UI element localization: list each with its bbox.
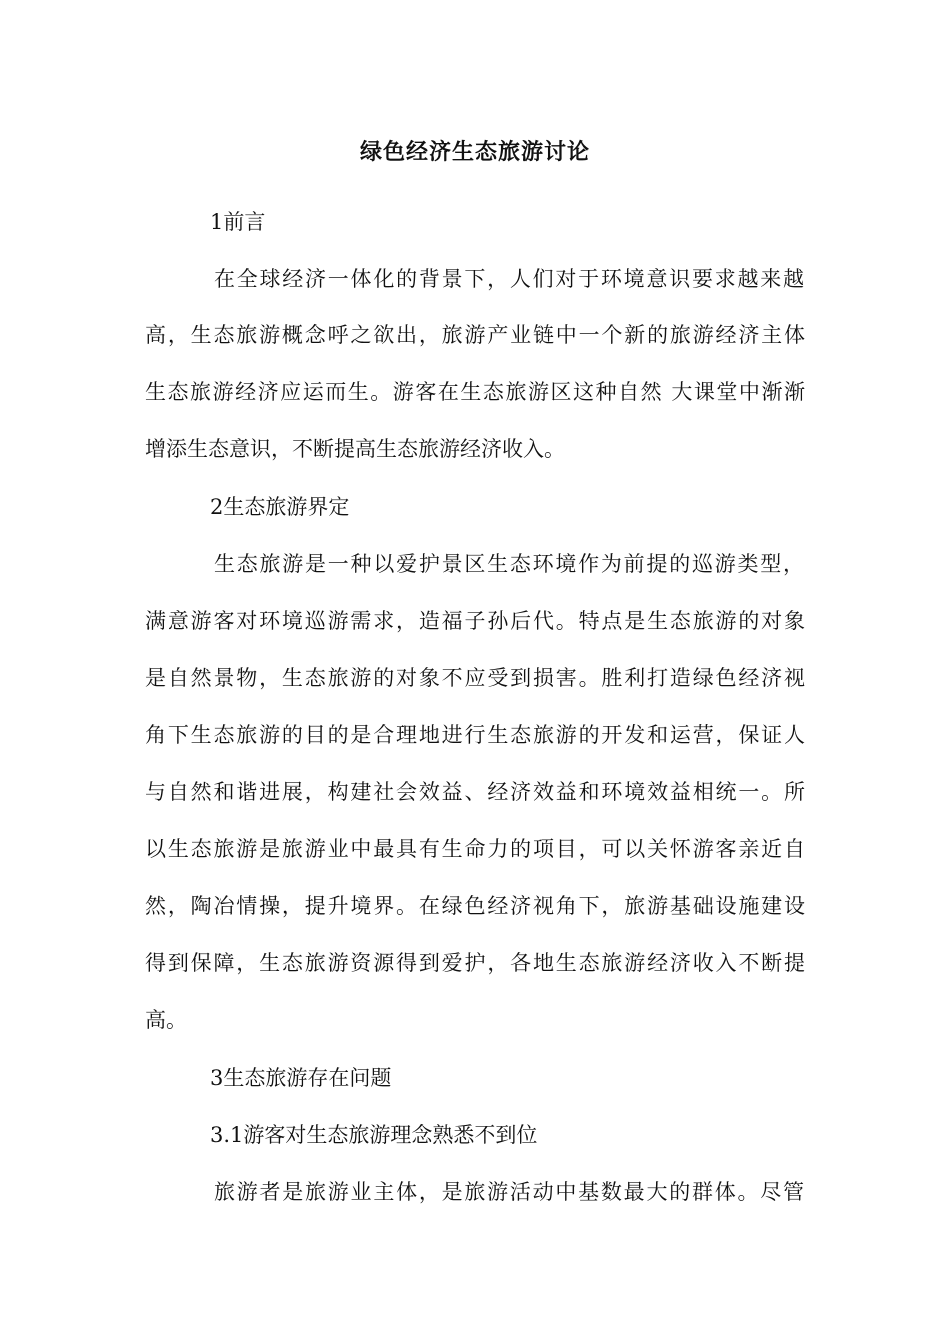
document-title: 绿色经济生态旅游讨论 [359,140,590,165]
section-heading-2: 2生态旅游界定 [210,495,350,519]
paragraph-line: 生态旅游经济应运而生。游客在生态旅游区这种自然 大课堂中渐渐 [145,380,805,404]
paragraph-line: 高。 [145,1008,187,1032]
paragraph-line: 生态旅游是一种以爱护景区生态环境作为前提的巡游类型， [214,552,804,576]
subsection-heading-3-1: 3.1游客对生态旅游理念熟悉不到位 [210,1123,538,1147]
section-heading-1: 1前言 [210,210,266,234]
paragraph-line: 旅游者是旅游业主体，是旅游活动中基数最大的群体。尽管 [214,1180,804,1204]
paragraph-line: 以生态旅游是旅游业中最具有生命力的项目，可以关怀游客亲近自 [145,837,805,861]
paragraph-line: 满意游客对环境巡游需求，造福子孙后代。特点是生态旅游的对象 [145,609,805,633]
paragraph-line: 是自然景物，生态旅游的对象不应受到损害。胜利打造绿色经济视 [145,666,805,690]
section-heading-3: 3生态旅游存在问题 [210,1066,392,1090]
paragraph-line: 得到保障，生态旅游资源得到爱护，各地生态旅游经济收入不断提 [145,951,805,975]
paragraph-line: 然，陶冶情操，提升境界。在绿色经济视角下，旅游基础设施建设 [145,894,805,918]
paragraph-line: 角下生态旅游的目的是合理地进行生态旅游的开发和运营，保证人 [145,723,805,747]
paragraph-line: 高，生态旅游概念呼之欲出，旅游产业链中一个新的旅游经济主体 [145,323,805,347]
paragraph-line: 与自然和谐进展，构建社会效益、经济效益和环境效益相统一。所 [145,780,805,804]
paragraph-line: 在全球经济一体化的背景下，人们对于环境意识要求越来越 [214,267,804,291]
paragraph-line: 增添生态意识，不断提高生态旅游经济收入。 [145,437,565,461]
